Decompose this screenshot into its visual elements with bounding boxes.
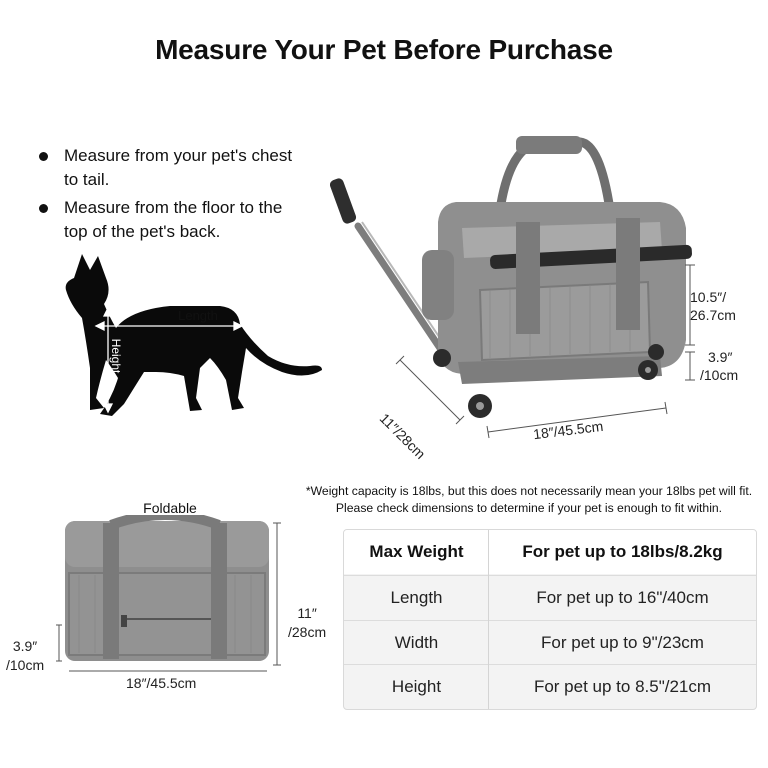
table-label: Height xyxy=(391,677,442,696)
foldable-label: Foldable xyxy=(143,500,197,516)
weight-capacity-note xyxy=(290,483,768,517)
height-label: Height xyxy=(109,338,123,374)
dimension-text: 11″ xyxy=(297,605,317,621)
dimension-text: /28cm xyxy=(288,624,327,640)
length-label: Length xyxy=(178,308,218,323)
cat-silhouette-icon xyxy=(66,254,322,416)
rolling-carrier-image xyxy=(330,130,700,463)
dimension-text: /10cm xyxy=(6,657,45,673)
carrier-wheel-dimension xyxy=(700,348,738,384)
table-row xyxy=(344,665,756,709)
foldable-base-dimension xyxy=(6,637,44,675)
foldable-carrier-image xyxy=(55,515,285,675)
page-title: Measure Your Pet Before Purchase xyxy=(155,34,613,65)
dimension-text: 3.9″ xyxy=(12,638,38,654)
table-label: Max Weight xyxy=(369,542,464,561)
cat-measurement-diagram xyxy=(60,248,330,423)
table-row xyxy=(344,576,756,620)
note-line: *Weight capacity is 18lbs, but this does not necessarily mean your 18lbs pet will fit. xyxy=(305,484,753,498)
carrier-depth-dimension: 11″/28cm xyxy=(376,410,429,463)
table-value: For pet up to 9"/23cm xyxy=(541,633,704,652)
table-value: For pet up to 18lbs/8.2kg xyxy=(522,542,723,561)
foldable-width-dimension: 18″/45.5cm xyxy=(126,675,197,691)
table-column-divider xyxy=(488,530,489,709)
foldable-height-dimension xyxy=(288,604,326,642)
dimension-text: /10cm xyxy=(700,367,739,383)
dimension-text: 26.7cm xyxy=(690,307,736,323)
carrier-height-dimension xyxy=(690,288,736,324)
table-value: For pet up to 8.5"/21cm xyxy=(533,677,712,696)
carrier-width-dimension: 18″/45.5cm xyxy=(532,417,605,443)
instruction-text: Measure from your pet's chest to tail. xyxy=(64,146,293,189)
table-row xyxy=(344,530,756,574)
table-row xyxy=(344,621,756,665)
bullet-icon xyxy=(39,204,48,213)
note-line: Please check dimensions to determine if your pet is enough to fit within. xyxy=(335,501,723,515)
table-value: For pet up to 16"/40cm xyxy=(536,588,709,607)
table-label: Width xyxy=(394,633,439,652)
bullet-icon xyxy=(39,152,48,161)
dimension-text: 10.5″/ xyxy=(690,289,727,305)
instruction-item xyxy=(38,144,298,192)
measure-instructions xyxy=(38,144,298,248)
instruction-item xyxy=(38,196,298,244)
instruction-text: Measure from the floor to the top of the pet's back. xyxy=(64,198,283,241)
table-label: Length xyxy=(390,588,443,607)
dimension-text: 3.9″ xyxy=(708,349,733,365)
size-spec-table xyxy=(343,529,757,710)
